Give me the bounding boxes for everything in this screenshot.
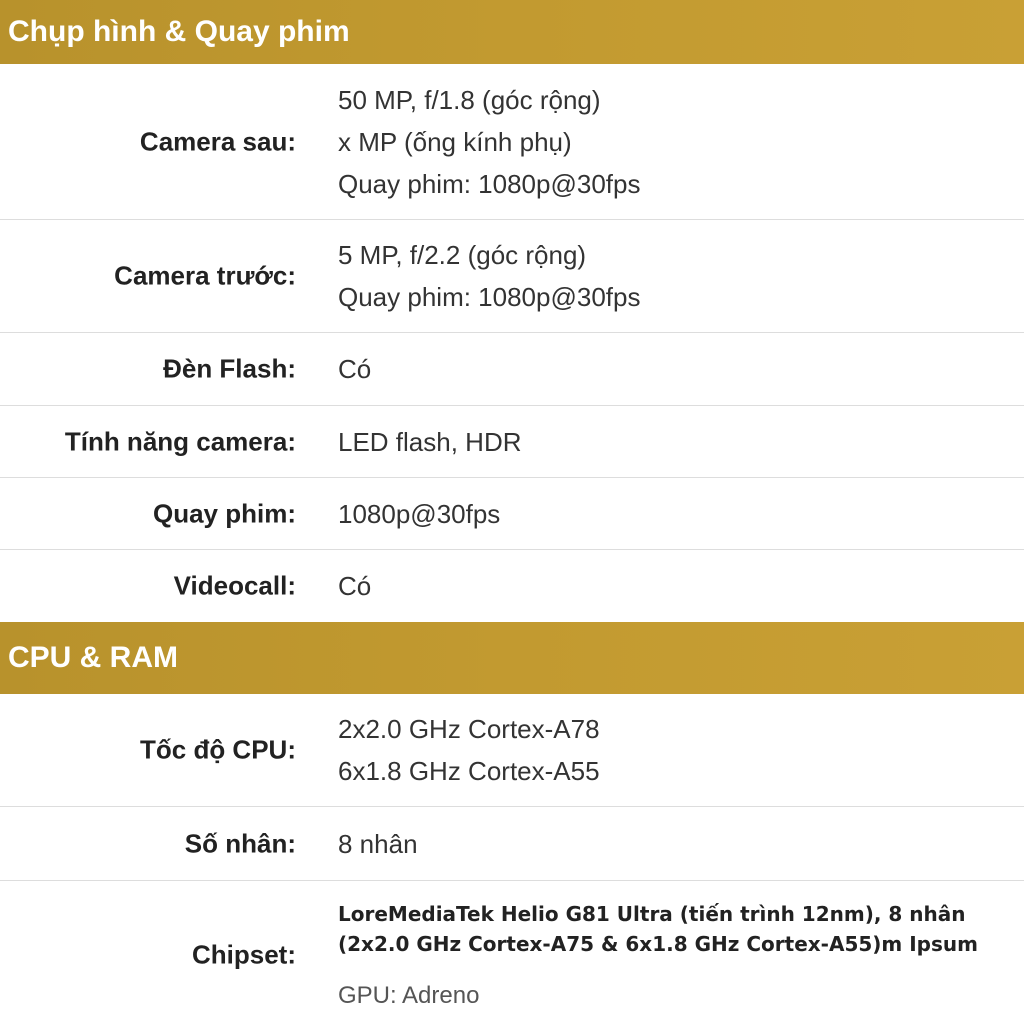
- spec-value: Có: [338, 571, 372, 601]
- spec-row-videocall: [0, 550, 1024, 622]
- spec-label: Tính năng camera:: [64, 426, 296, 456]
- spec-value-line: Quay phim: 1080p@30fps: [338, 282, 641, 312]
- section-title: CPU & RAM: [8, 641, 178, 674]
- spec-row-rear-camera: [0, 64, 1024, 220]
- spec-value: [338, 79, 640, 205]
- spec-value-line: (2x2.0 GHz Cortex-A75 & 6x1.8 GHz Cortex-A55)m Ipsum: [338, 932, 978, 957]
- spec-value-line: x MP (ống kính phụ): [338, 126, 572, 157]
- spec-row-core-count: [0, 807, 1024, 881]
- spec-row-front-camera: [0, 220, 1024, 333]
- spec-row-cpu-speed: [0, 694, 1024, 807]
- spec-label: Số nhân:: [184, 828, 296, 858]
- spec-value-line: GPU: Adreno: [338, 982, 480, 1010]
- spec-value-line: 50 MP, f/1.8 (góc rộng): [338, 84, 601, 115]
- section-header-cpu-ram: [0, 622, 1024, 694]
- spec-value: [338, 234, 640, 318]
- spec-value: 1080p@30fps: [338, 498, 501, 529]
- spec-label: Quay phim:: [152, 498, 296, 528]
- spec-value-line: LoreMediaTek Helio G81 Ultra (tiến trình 12nm), 8 nhân: [338, 902, 966, 927]
- spec-value-line: 2x2.0 GHz Cortex-A78: [338, 714, 600, 744]
- spec-value-line: 6x1.8 GHz Cortex-A55: [338, 756, 600, 786]
- spec-value: 8 nhân: [338, 828, 418, 859]
- spec-row-flash: [0, 333, 1024, 406]
- spec-value: Có: [338, 354, 372, 384]
- spec-value-line: 5 MP, f/2.2 (góc rộng): [338, 240, 587, 270]
- spec-label: Chipset:: [192, 939, 296, 970]
- spec-value: LED flash, HDR: [338, 426, 522, 457]
- spec-row-camera-features: [0, 406, 1024, 478]
- section-header-camera: [0, 0, 1024, 64]
- spec-label: Videocall:: [173, 570, 296, 601]
- spec-label: Camera trước:: [114, 260, 296, 291]
- spec-row-chipset: [0, 881, 1024, 1024]
- spec-label: Tốc độ CPU:: [140, 734, 296, 765]
- section-title: Chụp hình & Quay phim: [8, 15, 350, 48]
- spec-value-line: Quay phim: 1080p@30fps: [338, 168, 641, 199]
- spec-value: [338, 899, 978, 1011]
- spec-label: Camera sau:: [139, 126, 296, 156]
- spec-value: [338, 708, 600, 792]
- spec-label: Đèn Flash:: [163, 353, 296, 384]
- spec-row-video-recording: [0, 478, 1024, 550]
